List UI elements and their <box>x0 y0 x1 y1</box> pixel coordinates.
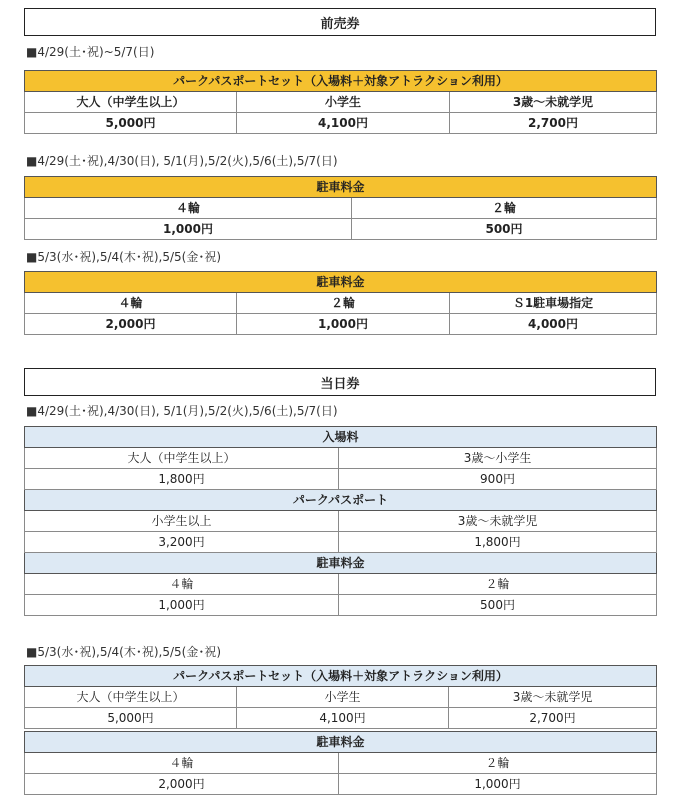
sameday-passportset-table <box>24 665 657 729</box>
category-cell: 3歳～小学生 <box>339 448 657 469</box>
price-cell: 4,100円 <box>237 708 449 729</box>
table-header: 駐車料金 <box>25 272 657 293</box>
category-cell: 大人（中学生以上） <box>25 92 237 113</box>
advance-date-label-2: ■4/29(土･祝),4/30(日), 5/1(月),5/2(火),5/6(土),5/7(日) <box>26 154 338 168</box>
price-cell: 2,000円 <box>25 774 339 795</box>
price-cell: 3,200円 <box>25 532 339 553</box>
category-cell: Ｓ1駐車場指定 <box>450 293 657 314</box>
category-cell: 小学生 <box>237 92 450 113</box>
price-cell: 1,000円 <box>237 314 450 335</box>
price-cell: 4,100円 <box>237 113 450 134</box>
price-cell: 500円 <box>352 219 657 240</box>
table-header: パークパスポートセット（入場料＋対象アトラクション利用） <box>25 71 657 92</box>
advance-date-label-3: ■5/3(水･祝),5/4(木･祝),5/5(金･祝) <box>26 250 221 264</box>
category-cell: 小学生以上 <box>25 511 339 532</box>
price-cell: 2,700円 <box>450 113 657 134</box>
category-cell: 大人（中学生以上） <box>25 687 237 708</box>
price-cell: 1,000円 <box>25 219 352 240</box>
category-cell: 小学生 <box>237 687 449 708</box>
category-cell: ２輪 <box>352 198 657 219</box>
category-cell: ２輪 <box>237 293 450 314</box>
category-cell: 3歳～未就学児 <box>339 511 657 532</box>
advance-parking-table-2 <box>24 271 657 335</box>
price-cell: 1,800円 <box>25 469 339 490</box>
sameday-ticket-title: 当日券 <box>24 368 656 396</box>
sameday-main-table <box>24 426 657 616</box>
category-cell: ４輪 <box>25 574 339 595</box>
price-cell: 500円 <box>339 595 657 616</box>
table-header: 駐車料金 <box>25 732 657 753</box>
sameday-date-label-2: ■5/3(水･祝),5/4(木･祝),5/5(金･祝) <box>26 645 221 659</box>
advance-ticket-title: 前売券 <box>24 8 656 36</box>
price-cell: 4,000円 <box>450 314 657 335</box>
price-cell: 5,000円 <box>25 113 237 134</box>
sameday-date-label-1: ■4/29(土･祝),4/30(日), 5/1(月),5/2(火),5/6(土),5/7(日) <box>26 404 338 418</box>
category-cell: 3歳～未就学児 <box>449 687 657 708</box>
category-cell: ４輪 <box>25 293 237 314</box>
advance-parking-table-1 <box>24 176 657 240</box>
price-cell: 5,000円 <box>25 708 237 729</box>
table-header: 駐車料金 <box>25 177 657 198</box>
price-cell: 2,000円 <box>25 314 237 335</box>
category-cell: 大人（中学生以上） <box>25 448 339 469</box>
advance-passport-table <box>24 70 657 134</box>
price-cell: 1,000円 <box>339 774 657 795</box>
category-cell: ４輪 <box>25 198 352 219</box>
price-cell: 2,700円 <box>449 708 657 729</box>
table-header: パークパスポート <box>25 490 657 511</box>
sameday-parking-table-2 <box>24 731 657 795</box>
table-header: パークパスポートセット（入場料＋対象アトラクション利用） <box>25 666 657 687</box>
category-cell: ２輪 <box>339 753 657 774</box>
price-cell: 1,800円 <box>339 532 657 553</box>
category-cell: ２輪 <box>339 574 657 595</box>
price-cell: 1,000円 <box>25 595 339 616</box>
price-cell: 900円 <box>339 469 657 490</box>
category-cell: 3歳～未就学児 <box>450 92 657 113</box>
advance-date-label-1: ■4/29(土･祝)~5/7(日) <box>26 45 155 59</box>
category-cell: ４輪 <box>25 753 339 774</box>
table-header: 入場料 <box>25 427 657 448</box>
table-header: 駐車料金 <box>25 553 657 574</box>
